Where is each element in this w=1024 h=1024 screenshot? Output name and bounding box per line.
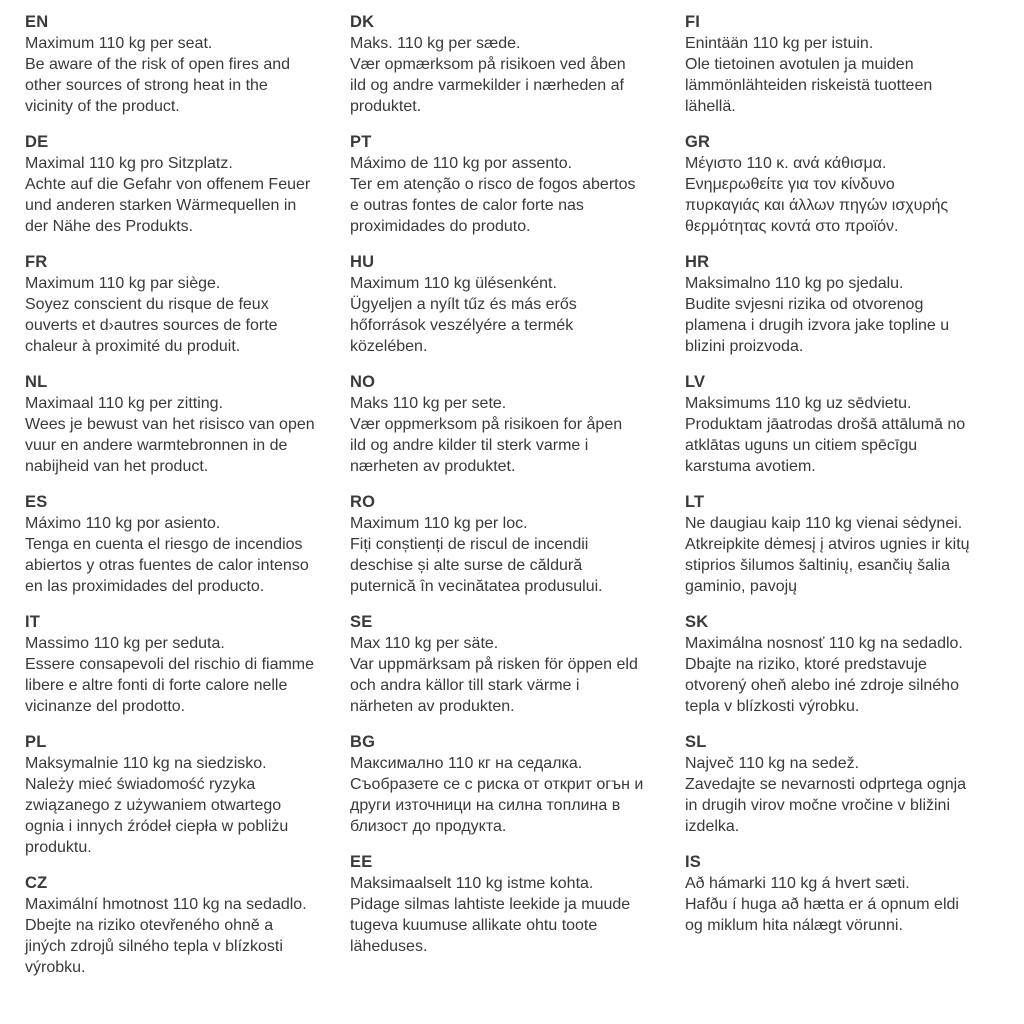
warning-line: ouverts et d›autres sources de forte <box>25 317 278 334</box>
warning-line: Maximální hmotnost 110 kg na sedadlo. <box>25 896 307 913</box>
warning-line: Var uppmärksam på risken för öppen eld <box>350 656 638 673</box>
warning-line: Fiți conștienți de riscul de incendii <box>350 536 589 553</box>
language-code: SE <box>350 613 373 631</box>
language-block-lv <box>685 372 1005 477</box>
warning-line: en las proximidades del producto. <box>25 578 265 595</box>
warning-line: Maximálna nosnosť 110 kg na sedadlo. <box>685 635 963 652</box>
language-code: FI <box>685 13 701 31</box>
warning-line: Atkreipkite dėmesį į atviros ugnies ir kitų <box>685 536 970 553</box>
language-code: PT <box>350 133 372 151</box>
warning-line: Ne daugiau kaip 110 kg vienai sėdynei. <box>685 515 963 532</box>
warning-line: Maks. 110 kg per sæde. <box>350 35 521 52</box>
language-code: BG <box>350 733 376 751</box>
language-code: DK <box>350 13 375 31</box>
warning-line: ild og andre kilder til sterk varme i <box>350 437 589 454</box>
language-code: FR <box>25 253 48 271</box>
warning-line: Maximum 110 kg per seat. <box>25 35 213 52</box>
warning-line: hőforrások veszélyére a termék <box>350 317 574 334</box>
warning-line: lähellä. <box>685 98 736 115</box>
warning-line: lämmönlähteiden riskeistä tuotteen <box>685 77 933 94</box>
language-code: EN <box>25 13 49 31</box>
warning-line: plamena i drugih izvora jake topline u <box>685 317 950 334</box>
warning-line: Należy mieć świadomość ryzyka <box>25 776 256 793</box>
language-block-gr <box>685 132 1005 237</box>
warning-line: Produktam jāatrodas drošā attālumā no <box>685 416 966 433</box>
warning-line: Maks 110 kg per sete. <box>350 395 507 412</box>
language-code: PL <box>25 733 47 751</box>
warning-line: Max 110 kg per säte. <box>350 635 499 652</box>
language-code: SL <box>685 733 707 751</box>
language-block-bg <box>350 732 685 837</box>
warning-line: karstuma avotiem. <box>685 458 816 475</box>
language-code: IT <box>25 613 41 631</box>
warning-line: Μέγιστο 110 κ. ανά κάθισμα. <box>685 155 887 172</box>
language-block-lt <box>685 492 1005 597</box>
warning-line: puternică în vecinătatea produsului. <box>350 578 603 595</box>
warning-line: Tenga en cuenta el riesgo de incendios <box>25 536 303 553</box>
warning-line: vicinity of the product. <box>25 98 180 115</box>
warning-line: otvorený oheň alebo iné zdroje silného <box>685 677 959 694</box>
language-code: NL <box>25 373 48 391</box>
language-block-is <box>685 852 1005 936</box>
language-block-fi <box>685 12 1005 117</box>
warning-line: близост до продукта. <box>350 818 507 835</box>
warning-line: närheten av produkten. <box>350 698 515 715</box>
warning-line: Съобразете се с риска от открит огън и <box>350 776 644 793</box>
warning-line: tepla v blízkosti výrobku. <box>685 698 860 715</box>
warning-line: Dbajte na riziko, ktoré predstavuje <box>685 656 927 673</box>
language-block-ee <box>350 852 685 957</box>
language-code: DE <box>25 133 49 151</box>
language-code: GR <box>685 133 711 151</box>
language-block-nl <box>25 372 350 477</box>
language-block-es <box>25 492 350 597</box>
warning-line: Maximum 110 kg per loc. <box>350 515 528 532</box>
language-block-hu <box>350 252 685 357</box>
warning-line: tugeva kuumuse allikate ohtu toote <box>350 917 598 934</box>
language-block-dk <box>350 12 685 117</box>
warning-line: πυρκαγιάς και άλλων πηγών ισχυρής <box>685 197 949 214</box>
warning-line: vuur en andere warmtebronnen in de <box>25 437 288 454</box>
warning-line: Ole tietoinen avotulen ja muiden <box>685 56 914 73</box>
warning-line: Soyez conscient du risque de feux <box>25 296 269 313</box>
warning-line: Največ 110 kg na sedež. <box>685 755 860 772</box>
warning-line: Enintään 110 kg per istuin. <box>685 35 874 52</box>
language-block-en <box>25 12 350 117</box>
warning-line: Maksimaalselt 110 kg istme kohta. <box>350 875 594 892</box>
language-block-cz <box>25 873 350 978</box>
language-block-no <box>350 372 685 477</box>
language-code: HU <box>350 253 375 271</box>
warning-line: Massimo 110 kg per seduta. <box>25 635 225 652</box>
language-code: SK <box>685 613 709 631</box>
warning-line: nærheten av produktet. <box>350 458 516 475</box>
warning-line: chaleur à proximité du produit. <box>25 338 241 355</box>
language-code: EE <box>350 853 373 871</box>
warning-line: Essere consapevoli del rischio di fiamme <box>25 656 315 673</box>
warning-line: Að hámarki 110 kg á hvert sæti. <box>685 875 910 892</box>
warning-line: Budite svjesni rizika od otvorenog <box>685 296 924 313</box>
language-block-sk <box>685 612 1005 717</box>
language-block-de <box>25 132 350 237</box>
warning-line: други източници на силна топлина в <box>350 797 621 814</box>
language-code: NO <box>350 373 376 391</box>
language-block-pt <box>350 132 685 237</box>
warning-line: deschise și alte surse de căldură <box>350 557 583 574</box>
warning-columns <box>25 12 1024 993</box>
warning-line: Máximo 110 kg por asiento. <box>25 515 221 532</box>
warning-line: Maksimalno 110 kg po sjedalu. <box>685 275 904 292</box>
warning-line: Achte auf die Gefahr von offenem Feuer <box>25 176 311 193</box>
warning-line: und anderen starken Wärmequellen in <box>25 197 297 214</box>
warning-line: Maximum 110 kg par siège. <box>25 275 221 292</box>
warning-line: produktet. <box>350 98 422 115</box>
language-block-it <box>25 612 350 717</box>
language-block-sl <box>685 732 1005 837</box>
warning-line: läheduses. <box>350 938 428 955</box>
warning-line: e outras fontes de calor forte nas <box>350 197 584 214</box>
language-block-hr <box>685 252 1005 357</box>
language-block-fr <box>25 252 350 357</box>
warning-line: výrobku. <box>25 959 86 976</box>
warning-line: Ενημερωθείτε για τον κίνδυνο <box>685 176 895 193</box>
language-code: ES <box>25 493 48 511</box>
language-block-se <box>350 612 685 717</box>
warning-line: Ügyeljen a nyílt tűz és más erős <box>350 296 577 313</box>
warning-line: other sources of strong heat in the <box>25 77 268 94</box>
warning-line: ild og andre varmekilder i nærheden af <box>350 77 624 94</box>
warning-line: og miklum hita nálægt vörunni. <box>685 917 903 934</box>
warning-line: ognia i innych źródeł ciepła w pobliżu <box>25 818 289 835</box>
warning-line: gaminio, pavojų <box>685 578 798 595</box>
warning-line: der Nähe des Produkts. <box>25 218 194 235</box>
warning-line: in drugih virov močne vročine v bližini <box>685 797 950 814</box>
warning-line: nabijheid van het product. <box>25 458 209 475</box>
warning-line: abiertos y otras fuentes de calor intenso <box>25 557 309 574</box>
language-code: CZ <box>25 874 48 892</box>
warning-column-2 <box>350 12 685 972</box>
warning-line: związanego z używaniem otwartego <box>25 797 282 814</box>
warning-line: Hafðu í huga að hætta er á opnum eldi <box>685 896 959 913</box>
warning-line: Wees je bewust van het risisco van open <box>25 416 315 433</box>
warning-line: Maximal 110 kg pro Sitzplatz. <box>25 155 233 172</box>
warning-line: blizini proizvoda. <box>685 338 804 355</box>
warning-line: Maximaal 110 kg per zitting. <box>25 395 224 412</box>
language-code: IS <box>685 853 701 871</box>
language-block-pl <box>25 732 350 858</box>
warning-line: Maksimums 110 kg uz sēdvietu. <box>685 395 912 412</box>
warning-line: Maximum 110 kg ülésenként. <box>350 275 557 292</box>
warning-line: Zavedajte se nevarnosti odprtega ognja <box>685 776 967 793</box>
warning-line: Be aware of the risk of open fires and <box>25 56 291 73</box>
warning-column-1 <box>25 12 350 993</box>
language-code: LT <box>685 493 705 511</box>
warning-line: jiných zdrojů silného tepla v blízkosti <box>25 938 283 955</box>
warning-line: libere e altre fonti di forte calore nelle <box>25 677 288 694</box>
warning-line: vicinanze del prodotto. <box>25 698 186 715</box>
warning-line: közelében. <box>350 338 428 355</box>
warning-line: Максимално 110 кг на седалка. <box>350 755 583 772</box>
warning-line: proximidades do produto. <box>350 218 531 235</box>
warning-line: produktu. <box>25 839 92 856</box>
warning-column-3 <box>685 12 1005 951</box>
warning-line: Pidage silmas lahtiste leekide ja muude <box>350 896 631 913</box>
language-code: LV <box>685 373 706 391</box>
warning-line: Vær opmærksom på risikoen ved åben <box>350 56 626 73</box>
warning-line: stiprios šilumos šaltinių, esančių šalia <box>685 557 950 574</box>
warning-line: atklātas uguns un citiem spēcīgu <box>685 437 918 454</box>
warning-line: och andra källor till stark värme i <box>350 677 580 694</box>
language-code: RO <box>350 493 376 511</box>
warning-line: Máximo de 110 kg por assento. <box>350 155 573 172</box>
language-code: HR <box>685 253 710 271</box>
warning-line: Ter em atenção o risco de fogos abertos <box>350 176 636 193</box>
warning-line: Maksymalnie 110 kg na siedzisko. <box>25 755 267 772</box>
language-block-ro <box>350 492 685 597</box>
warning-line: θερμότητας κοντά στο προϊόν. <box>685 218 899 235</box>
warning-line: Vær oppmerksom på risikoen for åpen <box>350 416 623 433</box>
warning-line: Dbejte na riziko otevřeného ohně a <box>25 917 274 934</box>
warning-line: izdelka. <box>685 818 740 835</box>
